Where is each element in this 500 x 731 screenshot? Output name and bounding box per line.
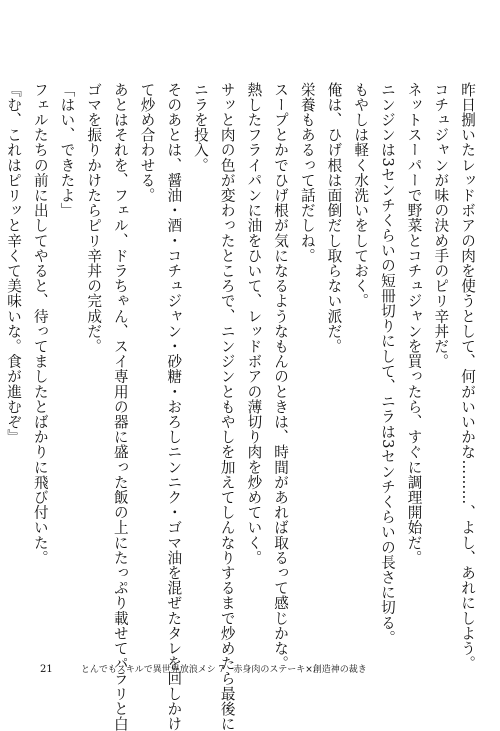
text-line: フェルたちの前に出してやると、待ってましたとばかりに飛び付いた。 <box>31 82 49 566</box>
text-line: ニンジンは3センチくらいの短冊切りにして、ニラは3センチくらいの長さに切る。 <box>378 82 396 646</box>
text-line: もやしは軽く水洗いをしておく。 <box>352 82 370 309</box>
text-line: て炒め合わせる。 <box>138 82 156 203</box>
text-line: 熱したフライパンに油をひいて、レッドボアの薄切り肉を炒めていく。 <box>245 82 263 566</box>
text-line: ネットスーパーで野菜とコチュジャンを買ったら、すぐに調理開始だ。 <box>405 82 423 566</box>
text-line: 栄養もあるって話だしね。 <box>298 82 316 264</box>
text-line: 昨日捌いたレッドボアの肉を使うとして、何がいいかな………、よし、あれにしよう。 <box>459 82 476 671</box>
page-footer <box>40 662 367 675</box>
text-line: そのあとは、醤油・酒・コチュジャン・砂糖・おろしニンニク・ゴマ油を混ぜたタレを回しかけ <box>165 82 183 731</box>
text-line: ニラを投入。 <box>191 82 209 173</box>
text-line: スープとかでひげ根が気になるようなもんのときは、時間があれば取るって感じかな。 <box>272 82 290 671</box>
text-line: コチュジャンが味の決め手のピリ辛丼だ。 <box>432 82 450 369</box>
text-line: 「はい、できたよ」 <box>58 82 76 218</box>
text-line: サッと肉の色が変わったところで、ニンジンともやしを加えてしんなりするまで炒めたら最後に <box>218 82 236 731</box>
page-number: 21 <box>40 664 53 675</box>
text-line: ゴマを振りかけたらピリ辛丼の完成だ。 <box>85 82 103 354</box>
text-line: 『む、これはピリッと辛くて美味いな。食が進むぞ』 <box>5 82 23 445</box>
text-line: あとはそれを、フェル、ドラちゃん、スイ専用の器に盛った飯の上にたっぷり載せてパラリと白 <box>111 82 129 731</box>
text-line: 俺は、ひげ根は面倒だし取らない派だ。 <box>325 82 343 354</box>
running-head: とんでもスキルで異世界放浪メシ 7 赤身肉のステーキ×創造神の裁き <box>80 665 367 675</box>
